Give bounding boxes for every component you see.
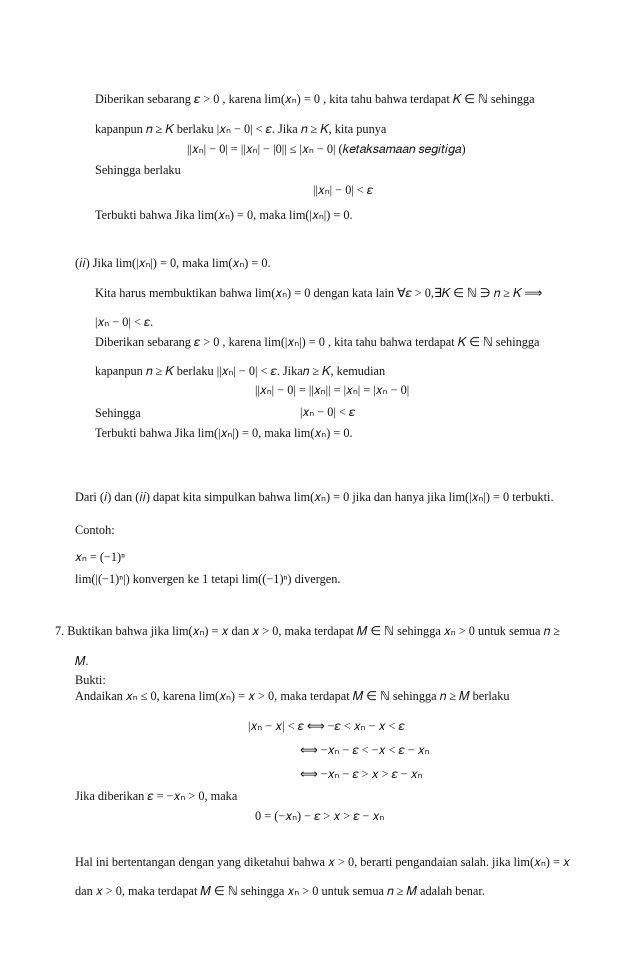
paragraph-line: kapanpun 𝑛 ≥ 𝐾 berlaku |𝑥ₙ − 0| < 𝜀. Jika 𝑛 ≥ 𝐾, kita punya (95, 122, 387, 136)
math-equation: 0 = (−𝑥ₙ) − 𝜀 > 𝑥 > 𝜀 − 𝑥ₙ (255, 809, 385, 823)
paragraph-line: lim(|(−1)ⁿ|) konvergen ke 1 tetapi lim((−1)ⁿ) divergen. (75, 572, 341, 586)
paragraph-line: Diberikan sebarang 𝜀 > 0 , karena lim(𝑥ₙ) = 0 , kita tahu bahwa terdapat 𝐾 ∈ ℕ sehingga (95, 92, 535, 106)
paragraph-line: 𝑀. (75, 654, 89, 668)
problem-statement: 7. Buktikan bahwa jika lim(𝑥ₙ) = 𝑥 dan 𝑥 > 0, maka terdapat 𝑀 ∈ ℕ sehingga 𝑥ₙ > 0 untuk semua 𝑛 ≥ (55, 624, 560, 638)
math-equation: 𝑥ₙ = (−1)ⁿ (75, 550, 125, 564)
math-equation: |𝑥ₙ − 0| < 𝜀 (300, 405, 356, 419)
paragraph-line: Kita harus membuktikan bahwa lim(𝑥ₙ) = 0 dengan kata lain ∀𝜀 > 0,∃𝐾 ∈ ℕ ∋ 𝑛 ≥ 𝐾 ⟹ (95, 286, 543, 300)
paragraph-line: Sehingga (95, 406, 141, 420)
paragraph-line: Jika diberikan 𝜀 = −𝑥ₙ > 0, maka (75, 789, 238, 803)
math-equation: ||𝑥ₙ| − 0| < 𝜀 (313, 183, 374, 197)
math-equation: ||𝑥ₙ| − 0| = ||𝑥ₙ| − |0|| ≤ |𝑥ₙ − 0| (𝑘𝑒𝑡𝑎𝑘𝑠𝑎𝑚𝑎𝑎𝑛 𝑠𝑒𝑔𝑖𝑡𝑖𝑔𝑎) (187, 142, 466, 156)
paragraph-line: Sehingga berlaku (95, 163, 181, 177)
paragraph-line: Terbukti bahwa Jika lim(|𝑥ₙ|) = 0, maka lim(𝑥ₙ) = 0. (95, 426, 353, 440)
paragraph-line: kapanpun 𝑛 ≥ 𝐾 berlaku ||𝑥ₙ| − 0| < 𝜀. Jika𝑛 ≥ 𝐾, kemudian (95, 364, 386, 378)
math-equation: ⟺ −𝑥ₙ − 𝜀 > 𝑥 > 𝜀 − 𝑥ₙ (300, 767, 423, 781)
section-heading: (𝑖𝑖) Jika lim(|𝑥ₙ|) = 0, maka lim(𝑥ₙ) = 0. (75, 256, 271, 270)
math-equation: ⟺ −𝑥ₙ − 𝜀 < −𝑥 < 𝜀 − 𝑥ₙ (300, 743, 430, 757)
proof-label: Bukti: (75, 673, 106, 687)
paragraph-line: Andaikan 𝑥ₙ ≤ 0, karena lim(𝑥ₙ) = 𝑥 > 0, maka terdapat 𝑀 ∈ ℕ sehingga 𝑛 ≥ 𝑀 berlaku (75, 689, 510, 703)
paragraph-line: |𝑥ₙ − 0| < 𝜀. (95, 315, 154, 329)
paragraph-line: Contoh: (75, 523, 115, 537)
paragraph-line: Terbukti bahwa Jika lim(𝑥ₙ) = 0, maka lim(|𝑥ₙ|) = 0. (95, 208, 353, 222)
paragraph-line: dan 𝑥 > 0, maka terdapat 𝑀 ∈ ℕ sehingga 𝑥ₙ > 0 untuk semua 𝑛 ≥ 𝑀 adalah benar. (75, 884, 485, 898)
paragraph-line: Diberikan sebarang 𝜀 > 0 , karena lim(|𝑥ₙ|) = 0 , kita tahu bahwa terdapat 𝐾 ∈ ℕ sehingga (95, 335, 540, 349)
paragraph-line: Dari (𝑖) dan (𝑖𝑖) dapat kita simpulkan bahwa lim(𝑥ₙ) = 0 jika dan hanya jika lim(|𝑥ₙ|) = 0 terbukti. (75, 490, 554, 504)
math-equation: ||𝑥ₙ| − 0| = ||𝑥ₙ|| = |𝑥ₙ| = |𝑥ₙ − 0| (255, 383, 410, 397)
paragraph-line: Hal ini bertentangan dengan yang diketahui bahwa 𝑥 > 0, berarti pengandaian salah. jika lim(𝑥ₙ) = 𝑥 (75, 855, 570, 869)
math-equation: |𝑥ₙ − 𝑥| < 𝜀 ⟺ −𝜀 < 𝑥ₙ − 𝑥 < 𝜀 (248, 719, 405, 733)
